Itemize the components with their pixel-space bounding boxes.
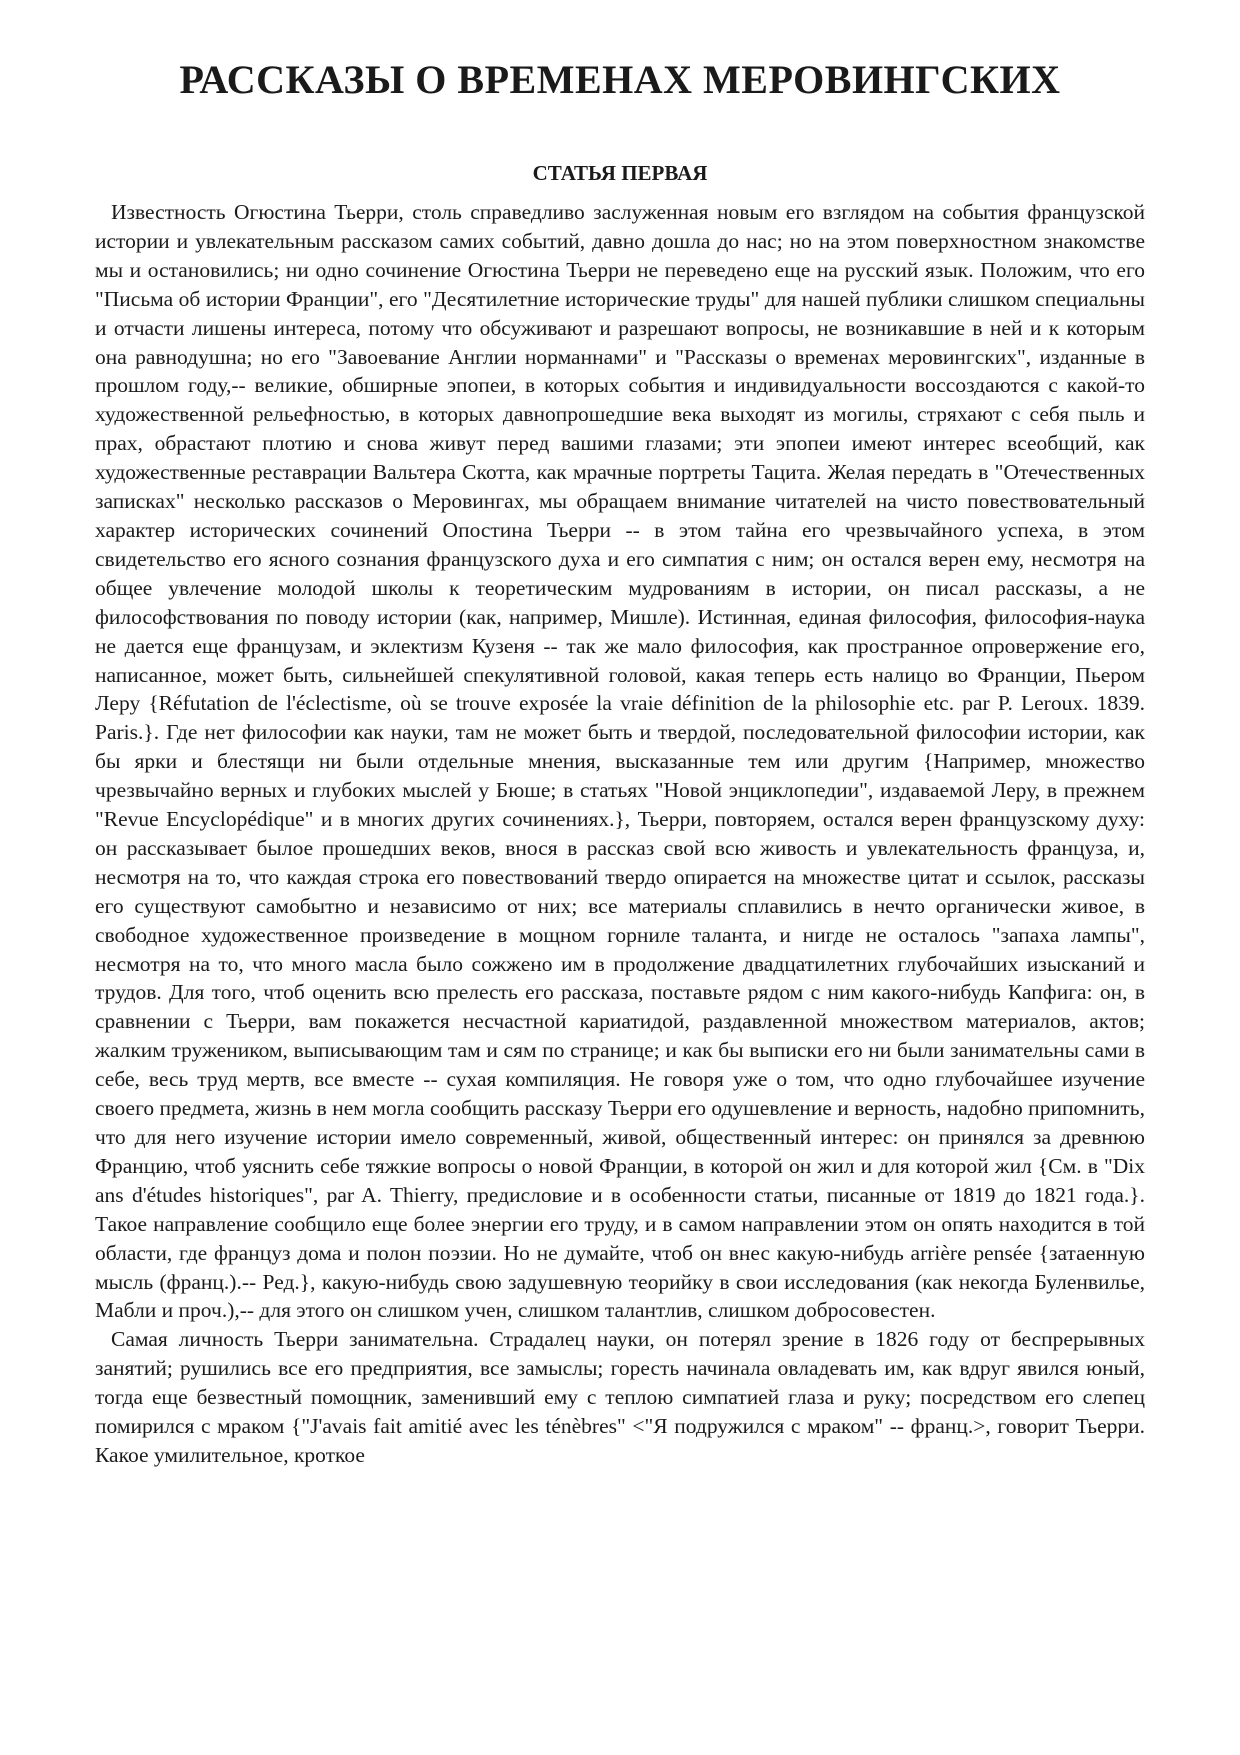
paragraph-2: Самая личность Тьерри занимательна. Страдалец науки, он потерял зрение в 1826 году от беспрерывных занятий; рушились все его предприятия, все замыслы; горесть начинала овладевать им, как вдруг явился юный, тогда еще безвестный помощник, заменивший ему с теплою симпатией глаза и руку; посредством его слепец помирился с мраком {"J'avais fait amitié avec les ténèbres" <"Я подружился с мраком" -- франц.>, говорит Тьерри. Какое умилительное, кроткое [95,1327,1145,1467]
article-subtitle: СТАТЬЯ ПЕРВАЯ [532,161,708,185]
article-body [95,198,1145,1470]
paragraph-1: Известность Огюстина Тьерри, столь справедливо заслуженная новым его взглядом на события французской истории и увлекательным рассказом самих событий, давно дошла до нас; но на этом поверхностном знакомстве мы и остановились; ни одно сочинение Огюстина Тьерри не переведено еще на русский язык. Положим, что его "Письма об истории Франции", его "Десятилетние исторические труды" для нашей публики слишком специальны и отчасти лишены интереса, потому что обсуживают и разрешают вопросы, не возникавшие в ней и к которым она равнодушна; но его "Завоевание Англии норманнами" и "Рассказы о временах меровингских", изданные в прошлом году,-- великие, обширные эпопеи, в которых события и индивидуальности воссоздаются с какой-то художественной рельефностью, в которых давнопрошедшие века выходят из могилы, стряхают с себя пыль и прах, обрастают плотию и снова живут перед вашими глазами; эти эпопеи имеют интерес всеобщий, как художественные реставрации Вальтера Скотта, как мрачные портреты Тацита. Желая передать в "Отечественных записках" несколько рассказов о Меровингах, мы обращаем внимание читателей на чисто повествовательный характер исторических сочинений Опостина Тьерри -- в этом тайна его чрезвычайного успеха, в этом свидетельство его ясного сознания французского духа и его симпатия с ним; он остался верен ему, несмотря на общее увлечение молодой школы к теоретическим мудрованиям в истории, он писал рассказы, а не философствования по поводу истории (как, например, Мишле). Истинная, единая философия, философия-наука не дается еще французам, и эклектизм Кузеня -- так же мало философия, как пространное опровержение его, написанное, может быть, сильнейшей спекулятивной головой, какая теперь есть налицо во Франции, Пьером Леру {Réfutation de l'éclectisme, où se trouve exposée la vraie définition de la philosophie etc. par P. Leroux. 1839. Paris.}. Где нет философии как науки, там не может быть и твердой, последовательной философии истории, как бы ярки и блестящи ни были отдельные мнения, высказанные тем или другим {Например, множество чрезвычайно верных и глубоких мыслей у Бюше; в статьях "Новой энциклопедии", издаваемой Леру, в прежнем "Revue Encyclopédique" и в многих других сочинениях.}, Тьерри, повторяем, остался верен французскому духу: он рассказывает былое прошедших веков, внося в рассказ свой всю живость и увлекательность француза, и, несмотря на то, что каждая строка его повествований твердо опирается на множестве цитат и ссылок, рассказы его существуют самобытно и независимо от них; все материалы сплавились в нечто органически живое, в свободное художественное произведение в мощном горниле таланта, и нигде не осталось "запаха лампы", несмотря на то, что много масла было сожжено им в продолжение двадцатилетних глубочайших изысканий и трудов. Для того, чтоб оценить всю прелесть его рассказа, поставьте рядом с ним какого-нибудь Капфига: он, в сравнении с Тьерри, вам покажется несчастной кариатидой, раздавленной множеством материалов, актов; жалким тружеником, выписывающим там и сям по странице; и как бы выписки его ни были занимательны сами в себе, весь труд мертв, все вместе -- сухая компиляция. Не говоря уже о том, что одно глубочайшее изучение своего предмета, жизнь в нем могла сообщить рассказу Тьерри его одушевление и верность, надобно припомнить, что для него изучение истории имело современный, живой, общественный интерес: он принялся за древнюю Францию, чтоб уяснить себе тяжкие вопросы о новой Франции, в которой он жил и для которой жил {См. в "Dix ans d'études historiques", par A. Thierry, предисловие и в особенности статьи, писанные от 1819 до 1821 года.}. Такое направление сообщило еще более энергии его труду, и в самом направлении этом он опять находится в той области, где француз дома и полон поэзии. Но не думайте, чтоб он внес какую-нибудь arrière pensée {затаенную мысль (франц.).-- Ред.}, какую-нибудь свою задушевную теорийку в свои исследования (как некогда Буленвилье, Мабли и проч.),-- для этого он слишком учен, слишком талантлив, слишком добросовестен. [95,200,1145,1323]
document-page [95,52,1145,1470]
document-title: РАССКАЗЫ О ВРЕМЕНАХ МЕРОВИНГСКИХ [179,57,1061,102]
